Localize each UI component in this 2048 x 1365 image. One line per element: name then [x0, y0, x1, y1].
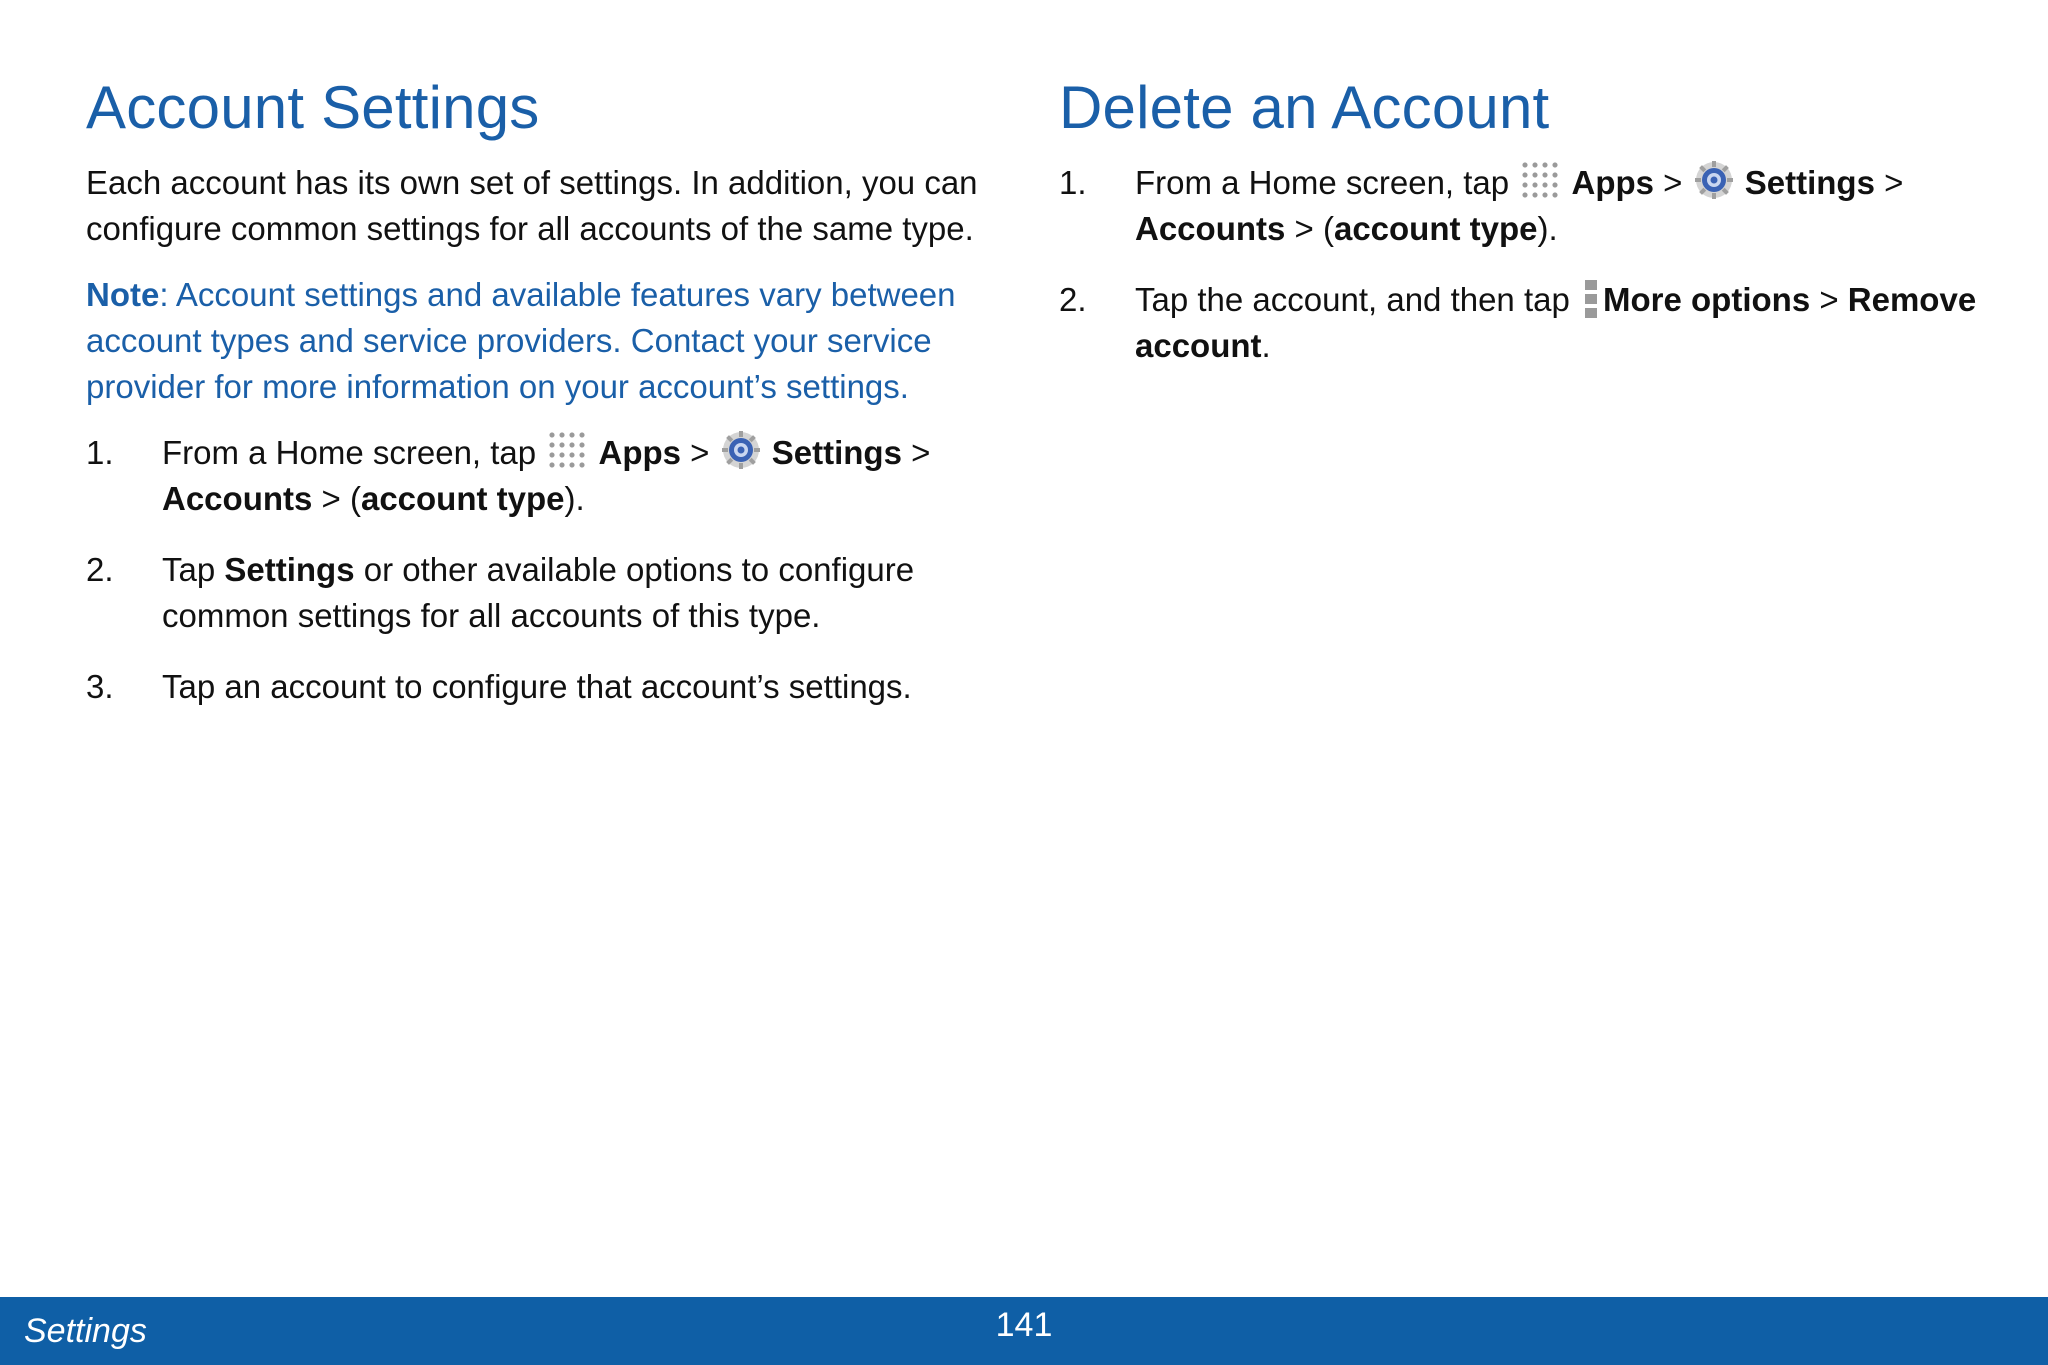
step-item [86, 664, 996, 710]
settings-gear-icon [1694, 160, 1734, 200]
step-item [1059, 277, 1979, 369]
settings-label: Settings [1744, 164, 1875, 201]
page-number: 141 [995, 1306, 1053, 1344]
apps-grid-icon [547, 430, 587, 470]
more-options-label: More options [1603, 281, 1811, 318]
settings-gear-icon [721, 430, 761, 470]
note-paragraph [86, 272, 996, 410]
step-number: 3. [86, 668, 114, 705]
step-item [86, 430, 996, 522]
footer-section-name: Settings [24, 1312, 147, 1350]
step-text: From a Home screen, tap [1135, 164, 1519, 201]
intro-paragraph: Each account has its own set of settings. In addition, you can configure common settings for all accounts of the same type. [86, 164, 978, 247]
step-end: ). [564, 480, 585, 517]
separator: > [680, 434, 719, 471]
section-title-account-settings: Account Settings [86, 74, 540, 141]
settings-label: Settings [224, 551, 355, 588]
more-options-icon [1585, 280, 1597, 318]
separator: > ( [1285, 210, 1334, 247]
step-end: . [1261, 327, 1271, 364]
step-text: or other available options to configure common settings for all accounts of this type. [162, 551, 915, 634]
right-column [1059, 70, 1979, 394]
left-column [86, 70, 996, 735]
separator: > ( [312, 480, 361, 517]
step-item [1059, 160, 1979, 252]
accounts-label: Accounts [162, 480, 313, 517]
step-end: ). [1537, 210, 1558, 247]
separator: > [1810, 281, 1848, 318]
step-number: 2. [86, 551, 114, 588]
apps-grid-icon [1520, 160, 1560, 200]
step-text: Tap an account to configure that account’s settings. [162, 668, 912, 705]
note-label: Note [86, 276, 160, 313]
step-item [86, 547, 996, 639]
footer-bar [0, 1297, 2048, 1365]
step-text: Tap the account, and then tap [1135, 281, 1580, 318]
separator: > [1653, 164, 1692, 201]
apps-label: Apps [598, 434, 681, 471]
remove-account-label: Remove account [1135, 281, 1977, 364]
step-number: 1. [86, 434, 114, 471]
step-number: 2. [1059, 281, 1087, 318]
account-type-label: account type [360, 480, 565, 517]
apps-label: Apps [1571, 164, 1654, 201]
separator: > [901, 434, 931, 471]
account-type-label: account type [1333, 210, 1538, 247]
step-text: Tap [162, 551, 225, 588]
step-number: 1. [1059, 164, 1087, 201]
separator: > [1874, 164, 1904, 201]
settings-label: Settings [771, 434, 902, 471]
step-text: From a Home screen, tap [162, 434, 546, 471]
accounts-label: Accounts [1135, 210, 1286, 247]
section-title-delete-account: Delete an Account [1059, 74, 1550, 141]
note-text: : Account settings and available features vary between account types and service providers. Contact your service provider for more information on your account’s settings. [86, 276, 956, 405]
